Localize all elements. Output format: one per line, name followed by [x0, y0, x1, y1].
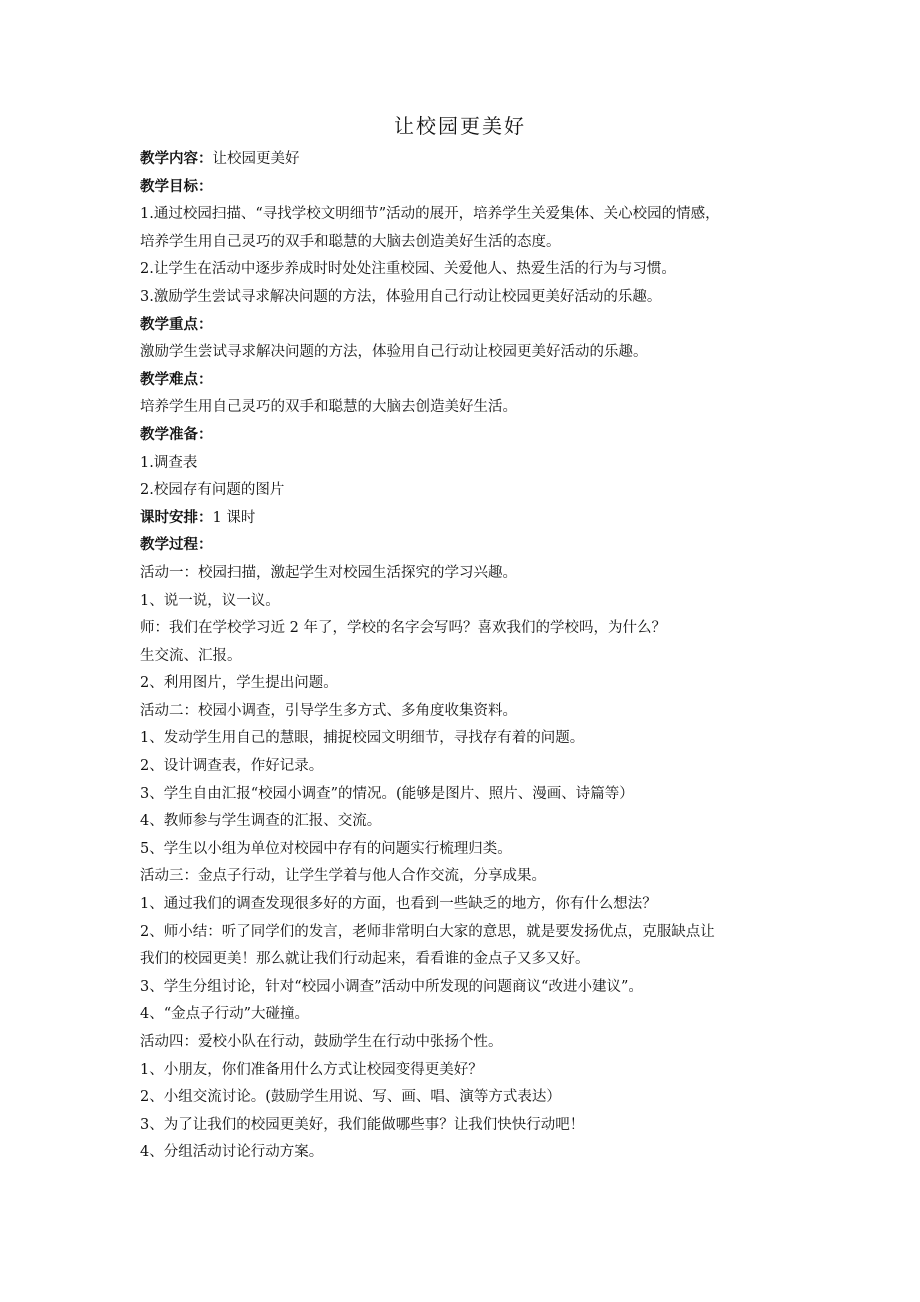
- process-heading: 教学过程：: [140, 537, 213, 554]
- process-line: 2、小组交流讨论。(鼓励学生用说、写、画、唱、演等方式表达）: [140, 1089, 561, 1106]
- process-line: 1、说一说，议一议。: [140, 592, 280, 609]
- process-line: 活动三：金点子行动，让学生学着与他人合作交流，分享成果。: [140, 868, 546, 885]
- process-line: 2、设计调查表，作好记录。: [140, 758, 324, 775]
- content-line: [140, 146, 800, 174]
- goals-heading: 教学目标：: [140, 178, 213, 195]
- difficulty-heading: 教学难点：: [140, 371, 213, 388]
- process-line: 活动二：校园小调查，引导学生多方式、多角度收集资料。: [140, 702, 517, 719]
- process-line: 3、学生分组讨论，针对“校园小调查”活动中所发现的问题商议“改进小建议”。: [140, 978, 643, 995]
- hours-label: 课时安排：: [140, 509, 213, 526]
- process-line: 生交流、汇报。: [140, 647, 242, 664]
- process-line: 1、通过我们的调查发现很多好的方面，也看到一些缺乏的地方，你有什么想法？: [140, 896, 657, 913]
- prep-heading: 教学准备：: [140, 426, 213, 443]
- goal-1-line-1: 1.通过校园扫描、“寻找学校文明细节”活动的展开，培养学生关爱集体、关心校园的情感，: [140, 206, 720, 223]
- document-body: [140, 146, 800, 1167]
- process-line: 2、利用图片，学生提出问题。: [140, 675, 338, 692]
- hours-line: [140, 505, 800, 533]
- process-line: 3、学生自由汇报“校园小调查”的情况。(能够是图片、照片、漫画、诗篇等）: [140, 785, 634, 802]
- process-line: 2、师小结：听了同学们的发言，老师非常明白大家的意思，就是要发扬优点，克服缺点让: [140, 923, 715, 940]
- process-line: 1、发动学生用自己的慧眼，捕捉校园文明细节，寻找存有着的问题。: [140, 730, 585, 747]
- process-line: 4、教师参与学生调查的汇报、交流。: [140, 813, 382, 830]
- process-line: 活动四：爱校小队在行动，鼓励学生在行动中张扬个性。: [140, 1034, 503, 1050]
- hours-value: 1 课时: [212, 509, 256, 526]
- goal-2: 2.让学生在活动中逐步养成时时处处注重校园、关爱他人、热爱生活的行为与习惯。: [140, 261, 676, 278]
- process-line: 我们的校园更美！那么就让我们行动起来，看看谁的金点子又多又好。: [140, 951, 590, 968]
- key-text: 激励学生尝试寻求解决问题的方法，体验用自己行动让校园更美好活动的乐趣。: [140, 344, 648, 361]
- process-line: 3、为了让我们的校园更美好，我们能做哪些事？让我们快快行动吧！: [140, 1116, 585, 1133]
- goal-3: 3.激励学生尝试寻求解决问题的方法，体验用自己行动让校园更美好活动的乐趣。: [140, 288, 662, 305]
- process-line: 4、“金点子行动”大碰撞。: [140, 1006, 310, 1023]
- goal-1-line-2: 培养学生用自己灵巧的双手和聪慧的大脑去创造美好生活的态度。: [140, 233, 561, 250]
- difficulty-text: 培养学生用自己灵巧的双手和聪慧的大脑去创造美好生活。: [140, 399, 517, 416]
- prep-item-2: 2.校园存有问题的图片: [140, 482, 285, 499]
- process-line: 活动一：校园扫描，激起学生对校园生活探究的学习兴趣。: [140, 564, 517, 581]
- process-line: 5、学生以小组为单位对校园中存有的问题实行梳理归类。: [140, 840, 512, 857]
- prep-item-1: 1.调查表: [140, 454, 198, 471]
- key-heading: 教学重点：: [140, 316, 213, 333]
- content-value: 让校园更美好: [212, 151, 300, 167]
- process-line: 师：我们在学校学习近 2 年了，学校的名字会写吗？喜欢我们的学校吗，为什么？: [140, 620, 666, 637]
- process-line: 1、小朋友，你们准备用什么方式让校园变得更美好？: [140, 1061, 483, 1078]
- document-title: 让校园更美好: [394, 114, 526, 138]
- content-label: 教学内容：: [140, 151, 213, 167]
- process-line: 4、分组活动讨论行动方案。: [140, 1144, 324, 1161]
